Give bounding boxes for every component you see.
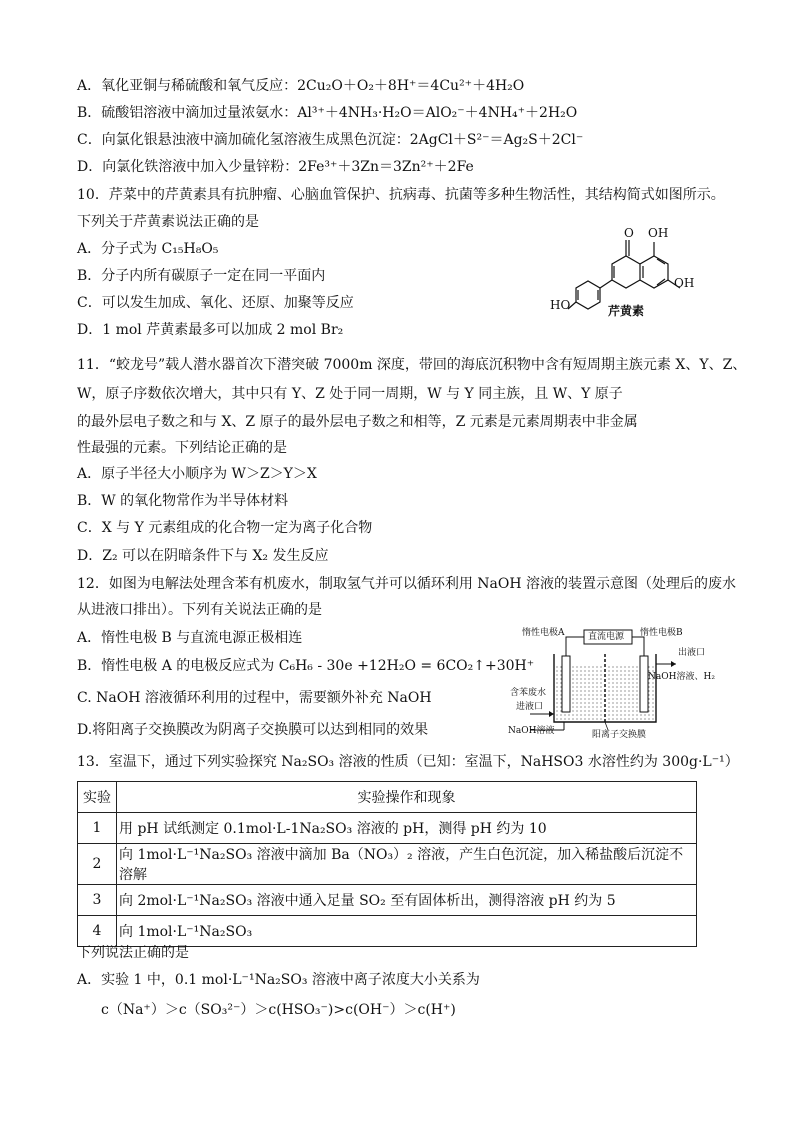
outlet-product-label: NaOH溶液、H₂: [648, 672, 715, 682]
electrode-b-label: 惰性电极B: [640, 628, 683, 638]
electrode-a-label: 惰性电极A: [522, 628, 565, 638]
q11-option-d: D．Z₂ 可以在阴暗条件下与 X₂ 发生反应: [77, 548, 329, 564]
membrane-label: 阳离子交换膜: [592, 730, 647, 740]
q12-option-c: C. NaOH 溶液循环利用的过程中，需要额外补充 NaOH: [77, 690, 432, 706]
oh-top-label: OH: [648, 226, 669, 240]
outlet-label: 出液口: [678, 648, 706, 658]
q11-stem-line4: 性最强的元素。下列结论正确的是: [77, 440, 287, 456]
q13-option-a-relation: c（Na⁺）＞c（SO₃²⁻）＞c(HSO₃⁻)>c(OH⁻）＞c(H⁺): [101, 1002, 456, 1018]
q12-stem-line1: 12．如图为电解法处理含苯有机废水，制取氢气并可以循环利用 NaOH 溶液的装置示意图（处理后的废水: [77, 576, 736, 592]
q12-option-d: D.将阳离子交换膜改为阴离子交换膜可以达到相同的效果: [77, 722, 429, 738]
experiment-text: 向 1mol·L⁻¹Na₂SO₃ 溶液中滴加 Ba（NO₃）₂ 溶液，产生白色沉淀，加入稀盐酸后沉淀不溶解: [117, 844, 697, 885]
q13-option-a: A．实验 1 中，0.1 mol·L⁻¹Na₂SO₃ 溶液中离子浓度大小关系为: [77, 972, 480, 988]
experiment-text: 用 pH 试纸测定 0.1mol·L-1Na₂SO₃ 溶液的 pH，测得 pH 约为 10: [117, 813, 697, 844]
atom-o-label: O: [624, 226, 634, 240]
inlet-label: 进液口: [516, 702, 544, 712]
table-row: [78, 813, 697, 844]
q10-option-d: D．1 mol 芹黄素最多可以加成 2 mol Br₂: [77, 322, 344, 338]
table-row: [78, 916, 697, 947]
q10-stem-line1: 10．芹菜中的芹黄素具有抗肿瘤、心脑血管保护、抗病毒、抗菌等多种生物活性，其结构简式如图所示。: [77, 187, 725, 203]
oh-bottom-label: OH: [674, 276, 695, 290]
experiment-text: 向 1mol·L⁻¹Na₂SO₃: [117, 916, 697, 947]
electrolysis-apparatus-drawing: [508, 626, 712, 742]
q11-option-c: C．X 与 Y 元素组成的化合物一定为离子化合物: [77, 520, 373, 536]
naoh-inlet-label: NaOH溶液: [508, 726, 555, 736]
q9-option-c: C．向氯化银悬浊液中滴加硫化氢溶液生成黑色沉淀：2AgCl＋S²⁻＝Ag₂S＋2Cl⁻: [77, 132, 584, 148]
ho-left-label: HO: [550, 298, 571, 312]
experiment-number: 2: [78, 844, 117, 885]
experiment-number: 4: [78, 916, 117, 947]
power-supply-label: 直流电源: [588, 632, 625, 642]
q13-stem: 13．室温下，通过下列实验探究 Na₂SO₃ 溶液的性质（已知：室温下，NaHSO3 水溶性约为 300g·L⁻¹）: [77, 754, 739, 770]
experiment-number: 1: [78, 813, 117, 844]
q11-stem-line3: 的最外层电子数之和与 X、Z 原子的最外层电子数之和相等，Z 元素是元素周期表中非金属: [77, 414, 638, 430]
electrolysis-apparatus-figure: [508, 626, 715, 742]
q11-stem-line2: W，原子序数依次增大，其中只有 Y、Z 处于同一周期，W 与 Y 同主族，且 W、Y 原子: [77, 386, 623, 402]
q9-option-a: A．氧化亚铜与稀硫酸和氧气反应：2Cu₂O＋O₂＋8H⁺＝4Cu²⁺＋4H₂O: [77, 78, 525, 94]
q10-option-b: B．分子内所有碳原子一定在同一平面内: [77, 268, 326, 284]
q12-option-a: A．惰性电极 B 与直流电源正极相连: [77, 630, 303, 646]
experiment-table: [77, 781, 697, 947]
waste-water-label: 含苯废水: [510, 688, 547, 698]
q10-option-c: C．可以发生加成、氧化、还原、加聚等反应: [77, 295, 354, 311]
column-header-procedure: 实验操作和现象: [117, 782, 697, 813]
figure-caption: 芹黄素: [608, 304, 645, 318]
table-row: [78, 844, 697, 885]
experiment-number: 3: [78, 885, 117, 916]
q9-option-b: B．硫酸铝溶液中滴加过量浓氨水：Al³⁺＋4NH₃·H₂O＝AlO₂⁻＋4NH₄⁺＋2H₂O: [77, 105, 578, 121]
q9-option-d: D．向氯化铁溶液中加入少量锌粉：2Fe³⁺＋3Zn＝3Zn²⁺＋2Fe: [77, 159, 474, 175]
q10-stem-line2: 下列关于芹黄素说法正确的是: [77, 214, 259, 230]
experiment-text: 向 2mol·L⁻¹Na₂SO₃ 溶液中通入足量 SO₂ 至有固体析出，测得溶液 pH 约为 5: [117, 885, 697, 916]
q12-option-b: B．惰性电极 A 的电极反应式为 C₆H₆ - 30e +12H₂O = 6CO₂↑+30H⁺: [77, 658, 535, 674]
q11-stem-line1: 11．“蛟龙号”载人潜水器首次下潜突破 7000m 深度，带回的海底沉积物中含有短周期主族元素 X、Y、Z、: [77, 357, 747, 373]
apigenin-structure-figure: [548, 218, 708, 322]
column-header-experiment: 实验: [78, 782, 117, 813]
q13-prompt: 下列说法正确的是: [77, 945, 189, 961]
q11-option-b: B．W 的氧化物常作为半导体材料: [77, 493, 289, 509]
q11-option-a: A．原子半径大小顺序为 W＞Z＞Y＞X: [77, 466, 317, 482]
table-row: [78, 885, 697, 916]
q10-option-a: A．分子式为 C₁₅H₈O₅: [77, 241, 219, 257]
table-header-row: [78, 782, 697, 813]
q12-stem-line2: 从进液口排出）。下列有关说法正确的是: [77, 602, 322, 618]
